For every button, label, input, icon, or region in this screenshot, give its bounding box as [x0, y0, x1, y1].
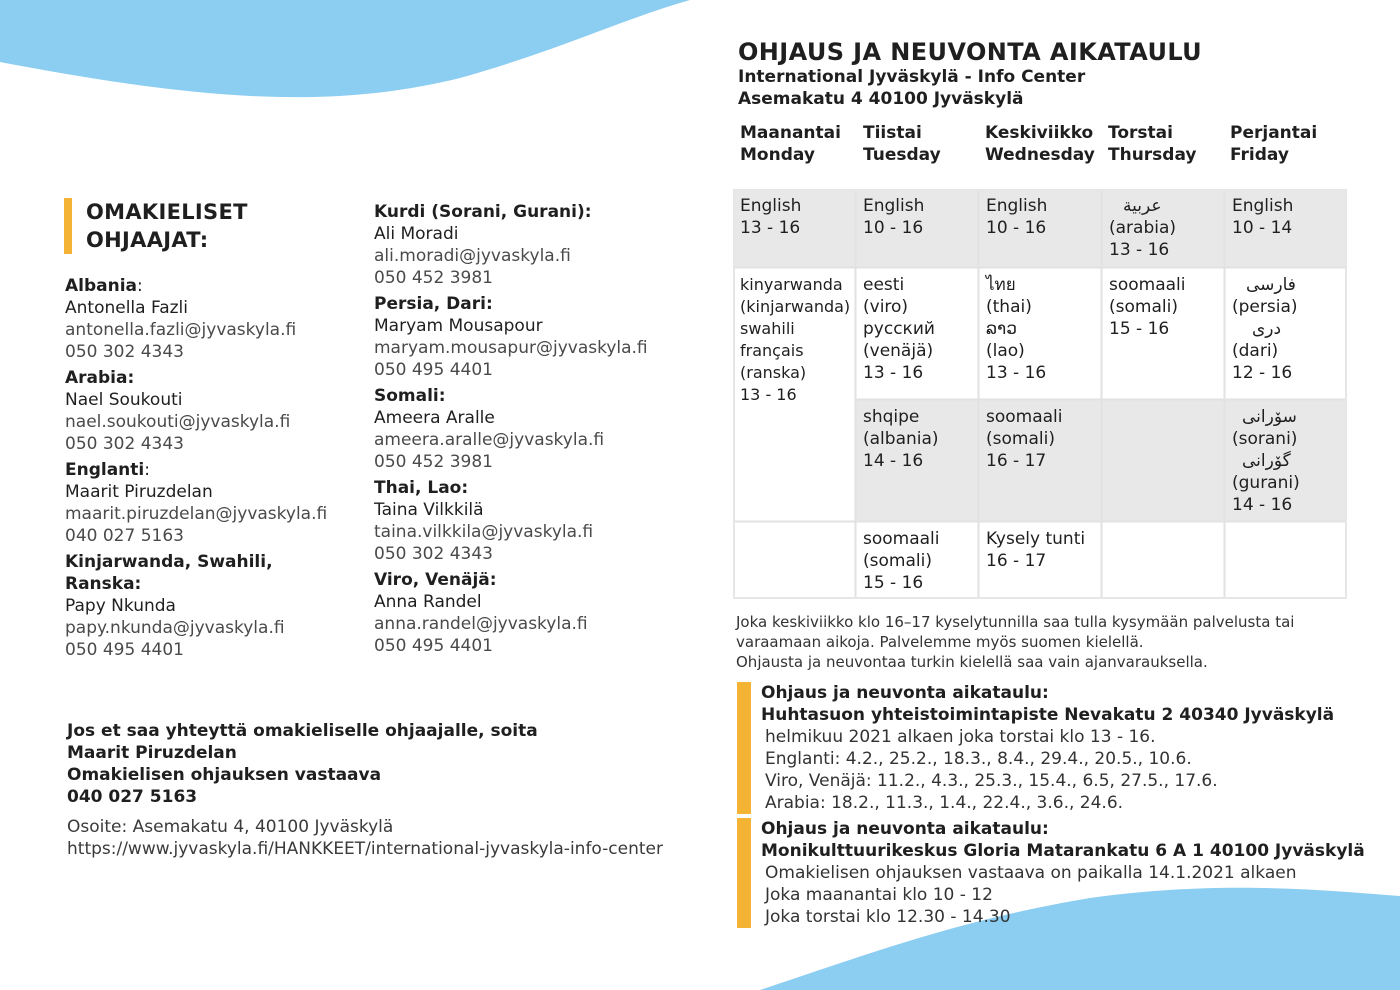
- info-block-huhtasuo: [737, 682, 1334, 814]
- counselor-entry: [65, 551, 327, 661]
- cell-time: 13 - 16: [1109, 240, 1170, 260]
- counselor-phone: 050 495 4401: [65, 640, 184, 660]
- info-block-line: Joka torstai klo 12.30 - 14.30: [765, 907, 1011, 927]
- fallback-name: Maarit Piruzdelan: [67, 743, 237, 763]
- counselor-name: Ali Moradi: [374, 224, 459, 244]
- cell-time: 10 - 14: [1232, 218, 1293, 238]
- cell-language: (lao): [986, 341, 1025, 361]
- cell-language: Kysely tunti: [986, 529, 1086, 549]
- info-block-line: helmikuu 2021 alkaen joka torstai klo 13 - 16.: [765, 727, 1156, 747]
- counselor-entry: [374, 293, 648, 381]
- counselor-entry: [374, 385, 648, 473]
- language-label: Kurdi (Sorani, Gurani):: [374, 202, 592, 222]
- cell-time: 16 - 17: [986, 451, 1047, 471]
- counselor-phone: 050 495 4401: [374, 360, 493, 380]
- counselors-column-1: [65, 275, 327, 665]
- schedule-note: [736, 612, 1376, 672]
- counselor-entry: [374, 477, 648, 565]
- language-label: Kinjarwanda, Swahili, Ranska:: [65, 552, 273, 594]
- info-block-gloria: [737, 818, 1365, 928]
- language-label: Arabia:: [65, 368, 135, 388]
- counselors-column-2: [374, 201, 648, 661]
- cell-language: (somali): [863, 551, 932, 571]
- info-block-line: Omakielisen ohjauksen vastaava on paikalla 14.1.2021 alkaen: [765, 863, 1297, 883]
- info-block-title: Ohjaus ja neuvonta aikataulu:: [761, 819, 1049, 839]
- counselor-email[interactable]: ali.moradi@jyvaskyla.fi: [374, 246, 571, 266]
- cell-language: (venäjä): [863, 341, 934, 361]
- counselor-email[interactable]: anna.randel@jyvaskyla.fi: [374, 614, 588, 634]
- cell-language-native: shqipe: [863, 407, 920, 427]
- language-label: Thai, Lao:: [374, 478, 469, 498]
- cell-language-native: eesti: [863, 275, 905, 295]
- section-title-line2: OHJAAJAT:: [86, 228, 209, 252]
- cell-language: English: [740, 196, 802, 216]
- counselor-name: Taina Vilkkilä: [374, 500, 484, 520]
- language-label: Albania:: [65, 276, 143, 296]
- note-line: varaamaan aikoja. Palvelemme myös suomen kielellä.: [736, 633, 1144, 651]
- cell-language: (ranska): [740, 363, 807, 382]
- fallback-role: Omakielisen ohjauksen vastaava: [67, 765, 382, 785]
- day-header-monday: [740, 122, 841, 166]
- cell-language-native: kinyarwanda: [740, 275, 843, 294]
- day-name-fi: Keskiviikko: [985, 123, 1094, 143]
- schedule-address: Asemakatu 4 40100 Jyväskylä: [738, 89, 1024, 109]
- cell-language: (kinjarwanda): [740, 297, 851, 316]
- counselor-phone: 050 302 4343: [65, 342, 184, 362]
- day-name-en: Friday: [1230, 145, 1289, 165]
- cell-language: English: [1232, 196, 1294, 216]
- cell-time: 10 - 16: [986, 218, 1047, 238]
- day-name-en: Tuesday: [863, 145, 941, 165]
- fallback-phone: 040 027 5163: [67, 787, 198, 807]
- counselor-email[interactable]: papy.nkunda@jyvaskyla.fi: [65, 618, 285, 638]
- cell-language: (persia): [1232, 297, 1298, 317]
- cell-language: English: [863, 196, 925, 216]
- day-name-fi: Torstai: [1108, 123, 1173, 143]
- info-block-line: Joka maanantai klo 10 - 12: [765, 885, 993, 905]
- counselor-entry: [65, 459, 327, 547]
- cell-language-native: français: [740, 341, 804, 360]
- language-label: Englanti:: [65, 460, 150, 480]
- counselor-name: Maarit Piruzdelan: [65, 482, 213, 502]
- day-name-fi: Maanantai: [740, 123, 841, 143]
- website-link[interactable]: https://www.jyvaskyla.fi/HANKKEET/international-jyvaskyla-info-center: [67, 839, 663, 859]
- cell-language-native: عربية: [1123, 196, 1162, 216]
- cell-language: (viro): [863, 297, 909, 317]
- counselor-name: Nael Soukouti: [65, 390, 183, 410]
- cell-time: 13 - 16: [740, 385, 797, 404]
- language-label: Persia, Dari:: [374, 294, 493, 314]
- section-title: [64, 198, 248, 254]
- schedule-title: OHJAUS JA NEUVONTA AIKATAULU: [738, 38, 1203, 66]
- day-name-en: Monday: [740, 145, 815, 165]
- counselor-email[interactable]: antonella.fazli@jyvaskyla.fi: [65, 320, 297, 340]
- day-header-friday: [1230, 122, 1317, 166]
- cell-language: (gurani): [1232, 473, 1300, 493]
- counselor-entry: [374, 569, 648, 657]
- cell-language-native: swahili: [740, 319, 795, 338]
- cell-time: 10 - 16: [863, 218, 924, 238]
- counselor-phone: 040 027 5163: [65, 526, 184, 546]
- cell-time: 14 - 16: [1232, 495, 1293, 515]
- cell-language-native: سۆرانی: [1242, 407, 1297, 427]
- note-line: Joka keskiviikko klo 16–17 kyselytunnilla saa tulla kysymään palvelusta tai: [736, 613, 1295, 631]
- day-name-fi: Perjantai: [1230, 123, 1318, 143]
- cell-time: 13 - 16: [986, 363, 1047, 383]
- day-name-fi: Tiistai: [863, 123, 922, 143]
- cell-time: 14 - 16: [863, 451, 924, 471]
- counselor-email[interactable]: taina.vilkkila@jyvaskyla.fi: [374, 522, 594, 542]
- info-block-line: Arabia: 18.2., 11.3., 1.4., 22.4., 3.6., 24.6.: [765, 793, 1124, 813]
- cell-language-native: soomaali: [986, 407, 1063, 427]
- cell-language: (albania): [863, 429, 939, 449]
- cell-language-native: ລາວ: [986, 319, 1017, 339]
- cell-language: English: [986, 196, 1048, 216]
- schedule-grid: [733, 189, 1347, 599]
- cell-language-native: فارسی: [1246, 275, 1296, 295]
- cell-time: 13 - 16: [863, 363, 924, 383]
- day-name-en: Thursday: [1108, 145, 1197, 165]
- counselor-phone: 050 452 3981: [374, 268, 493, 288]
- info-block-location: Huhtasuon yhteistoimintapiste Nevakatu 2 40340 Jyväskylä: [761, 705, 1335, 725]
- info-block-line: Englanti: 4.2., 25.2., 18.3., 8.4., 29.4., 20.5., 10.6.: [765, 749, 1192, 769]
- cell-language-native: soomaali: [863, 529, 940, 549]
- address-block: [67, 816, 663, 860]
- cell-language-native: soomaali: [1109, 275, 1186, 295]
- cell-language: (dari): [1232, 341, 1279, 361]
- fallback-line: Jos et saa yhteyttä omakieliselle ohjaajalle, soita: [67, 721, 538, 741]
- cell-language: (arabia): [1109, 218, 1177, 238]
- note-line: Ohjausta ja neuvontaa turkin kielellä saa vain ajanvarauksella.: [736, 653, 1208, 671]
- counselor-phone: 050 302 4343: [65, 434, 184, 454]
- cell-time: 12 - 16: [1232, 363, 1293, 383]
- counselor-entry: [65, 275, 327, 363]
- cell-language-native: گۆرانی: [1242, 451, 1291, 471]
- schedule-subtitle: International Jyväskylä - Info Center: [738, 67, 1086, 87]
- counselor-phone: 050 452 3981: [374, 452, 493, 472]
- cell-time: 16 - 17: [986, 551, 1047, 571]
- info-block-location: Monikulttuurikeskus Gloria Matarankatu 6 A 1 40100 Jyväskylä: [761, 841, 1365, 861]
- address-line: Osoite: Asemakatu 4, 40100 Jyväskylä: [67, 817, 394, 837]
- counselor-entry: [374, 201, 648, 289]
- counselor-email[interactable]: nael.soukouti@jyvaskyla.fi: [65, 412, 291, 432]
- cell-time: 15 - 16: [1109, 319, 1170, 339]
- cell-language: (somali): [1109, 297, 1178, 317]
- day-header-thursday: [1108, 122, 1197, 166]
- counselor-name: Ameera Aralle: [374, 408, 495, 428]
- cell-language-native: دری: [1252, 319, 1282, 339]
- day-header-wednesday: [985, 122, 1095, 166]
- counselor-phone: 050 302 4343: [374, 544, 493, 564]
- top-left-wave: [0, 0, 690, 97]
- counselor-name: Papy Nkunda: [65, 596, 176, 616]
- info-block-line: Viro, Venäjä: 11.2., 4.3., 25.3., 15.4., 6.5, 27.5., 17.6.: [765, 771, 1218, 791]
- fallback-contact: [67, 720, 538, 808]
- language-label: Somali:: [374, 386, 446, 406]
- counselor-entry: [65, 367, 327, 455]
- counselor-phone: 050 495 4401: [374, 636, 493, 656]
- section-title-line1: OMAKIELISET: [86, 200, 248, 224]
- counselor-name: Anna Randel: [374, 592, 482, 612]
- cell-time: 13 - 16: [740, 218, 801, 238]
- counselor-name: Maryam Mousapour: [374, 316, 543, 336]
- cell-language: (somali): [986, 429, 1055, 449]
- cell-language-native: ไทย: [986, 275, 1016, 295]
- language-label: Viro, Venäjä:: [374, 570, 497, 590]
- cell-language-native: русский: [863, 319, 935, 339]
- cell-time: 15 - 16: [863, 573, 924, 593]
- grid-lines: [733, 189, 1347, 599]
- day-name-en: Wednesday: [985, 145, 1095, 165]
- info-block-title: Ohjaus ja neuvonta aikataulu:: [761, 683, 1049, 703]
- counselor-email[interactable]: maryam.mousapur@jyvaskyla.fi: [374, 338, 648, 358]
- cell-language: (thai): [986, 297, 1032, 317]
- cell-language: (sorani): [1232, 429, 1298, 449]
- day-header-tuesday: [863, 122, 941, 166]
- counselor-email[interactable]: maarit.piruzdelan@jyvaskyla.fi: [65, 504, 328, 524]
- counselor-email[interactable]: ameera.aralle@jyvaskyla.fi: [374, 430, 605, 450]
- counselor-name: Antonella Fazli: [65, 298, 188, 318]
